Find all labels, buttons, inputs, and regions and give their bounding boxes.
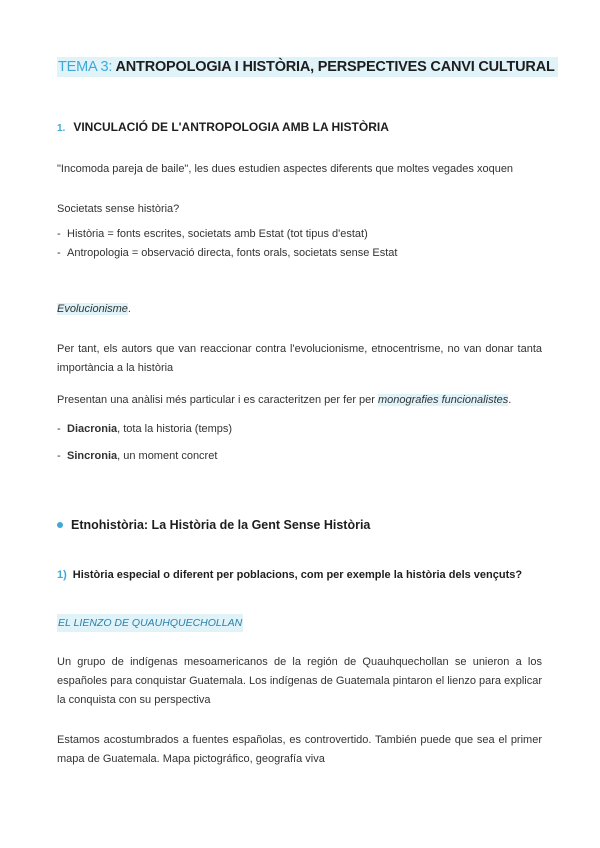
term-name: Sincronia bbox=[67, 450, 118, 462]
dash-marker: - bbox=[57, 228, 61, 240]
list-item-text: Antropologia = observació directa, fonts orals, societats sense Estat bbox=[67, 247, 398, 259]
term-desc: , un moment concret bbox=[117, 450, 218, 462]
dash-marker: - bbox=[57, 423, 61, 435]
dash-marker: - bbox=[57, 450, 61, 462]
lienzo-paragraph-1: Un grupo de indígenas mesoamericanos de la región de Quauhquechollan se unieron a los españoles para conquistar Guatemala. Los indígenas de Guatemala pintaron el lienzo para explicar la conquista con su perspectiva bbox=[57, 656, 542, 706]
section-heading-text: VINCULACIÓ DE L'ANTROPOLOGIA AMB LA HISTÒRIA bbox=[73, 120, 389, 134]
lienzo-paragraph-2: Estamos acostumbrados a fuentes españolas, es controvertido. También puede que sea el primer mapa de Guatemala. Mapa pictográfico, geografía viva bbox=[57, 734, 542, 765]
monografies-highlight: monografies funcionalistes bbox=[378, 394, 509, 406]
evolucionisme-paragraph bbox=[57, 300, 131, 319]
term-item bbox=[57, 423, 232, 435]
sub-heading-1 bbox=[57, 569, 522, 581]
list-item bbox=[57, 247, 397, 259]
dash-marker: - bbox=[57, 247, 61, 259]
title-tema-label: TEMA 3: bbox=[58, 59, 113, 75]
etnohistoria-text: Etnohistòria: La Història de la Gent Sense Història bbox=[71, 518, 371, 532]
presentan-paragraph bbox=[57, 391, 511, 410]
bullet-dot-icon bbox=[57, 522, 63, 528]
section-number: 1. bbox=[57, 123, 66, 134]
presentan-suffix: . bbox=[508, 394, 512, 406]
list-item-text: Història = fonts escrites, societats amb Estat (tot tipus d'estat) bbox=[67, 228, 368, 240]
term-item bbox=[57, 450, 217, 462]
section-heading-1 bbox=[57, 120, 389, 134]
term-name: Diacronia bbox=[67, 423, 118, 435]
quote-paragraph: "Incomoda pareja de baile", les dues estudien aspectes diferents que moltes vegades xoquen bbox=[57, 163, 514, 175]
lienzo-title: EL LIENZO DE QUAUHQUECHOLLAN bbox=[57, 614, 243, 632]
document-title bbox=[57, 57, 558, 77]
etnohistoria-heading bbox=[57, 518, 370, 532]
presentan-text: Presentan una anàlisi més particular i es caracteritzen per fer per bbox=[57, 394, 378, 406]
evolucionisme-suffix: . bbox=[127, 303, 131, 315]
evolucionisme-highlight: Evolucionisme bbox=[57, 303, 128, 315]
sub-heading-text: Història especial o diferent per poblacions, com per exemple la història dels vençuts? bbox=[72, 569, 523, 581]
sub-heading-number: 1) bbox=[57, 569, 67, 581]
question-paragraph: Societats sense història? bbox=[57, 203, 180, 215]
per-tant-paragraph: Per tant, els autors que van reaccionar contra l'evolucionisme, etnocentrisme, no van donar tanta importància a la història bbox=[57, 343, 542, 374]
list-item bbox=[57, 228, 368, 240]
term-desc: , tota la historia (temps) bbox=[117, 423, 233, 435]
title-main-text: ANTROPOLOGIA I HISTÒRIA, PERSPECTIVES CANVI CULTURAL bbox=[115, 59, 555, 75]
